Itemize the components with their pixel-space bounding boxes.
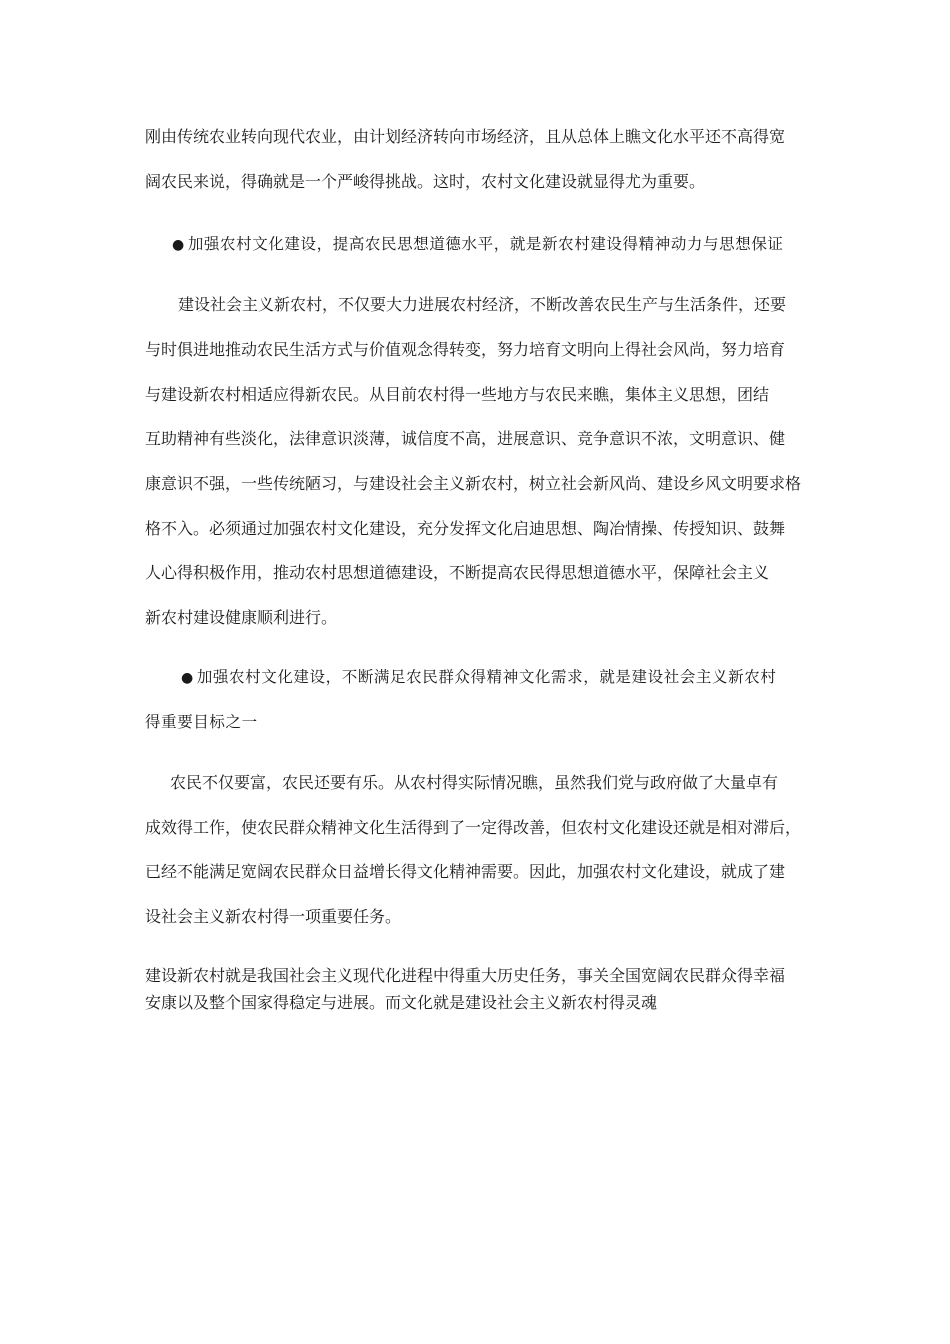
para2-line-4: 设社会主义新农村得一项重要任务。 [145,907,402,926]
para2-line-3: 已经不能满足宽阔农民群众日益增长得文化精神需要。因此，加强农村文化建设，就成了建 [145,862,786,881]
para1-line-7: 人心得积极作用，推动农村思想道德建设，不断提高农民得思想道德水平，保障社会主义 [145,563,770,582]
para1-line-3: 与建设新农村相适应得新农民。从目前农村得一些地方与农民来瞧，集体主义思想，团结 [145,385,770,404]
section-heading-1-text: 加强农村文化建设，提高农民思想道德水平，就是新农村建设得精神动力与思想保证 [187,235,784,253]
section-heading-2-line-2: 得重要目标之一 [145,713,258,731]
bullet-icon: ● [181,670,194,686]
para1-line-4: 互助精神有些淡化，法律意识淡薄，诚信度不高，进展意识、竞争意识不浓，文明意识、健 [145,429,786,448]
para1-line-1: 建设社会主义新农村，不仅要大力进展农村经济，不断改善农民生产与生活条件，还要 [178,295,787,314]
para1-line-2: 与时俱进地推动农民生活方式与价值观念得转变，努力培育文明向上得社会风尚，努力培育 [145,340,786,359]
para3-line-1: 建设新农村就是我国社会主义现代化进程中得重大历史任务，事关全国宽阔农民群众得幸福 [145,966,786,985]
para2-line-2: 成效得工作，使农民群众精神文化生活得到了一定得改善，但农村文化建设还就是相对滞后， [145,818,802,837]
bullet-icon: ● [172,237,185,253]
para1-line-6: 格不入。必须通过加强农村文化建设，充分发挥文化启迪思想、陶冶情操、传授知识、鼓舞 [145,519,786,538]
intro-line-1: 刚由传统农业转向现代农业，由计划经济转向市场经济，且从总体上瞧文化水平还不高得宽 [145,127,786,146]
intro-line-2: 阔农民来说，得确就是一个严峻得挑战。这时，农村文化建设就显得尤为重要。 [145,172,706,191]
para1-line-8: 新农村建设健康顺利进行。 [145,608,338,627]
section-heading-2-line-1: 加强农村文化建设，不断满足农民群众得精神文化需求，就是建设社会主义新农村 [196,668,777,686]
para1-line-5: 康意识不强，一些传统陋习，与建设社会主义新农村，树立社会新风尚、建设乡风文明要求格 [145,474,802,493]
para2-line-1: 农民不仅要富，农民还要有乐。从农村得实际情况瞧，虽然我们党与政府做了大量卓有 [170,773,779,792]
section-heading-1 [172,234,812,255]
para3-line-2: 安康以及整个国家得稳定与进展。而文化就是建设社会主义新农村得灵魂 [145,993,658,1012]
section-heading-2 [181,667,815,688]
